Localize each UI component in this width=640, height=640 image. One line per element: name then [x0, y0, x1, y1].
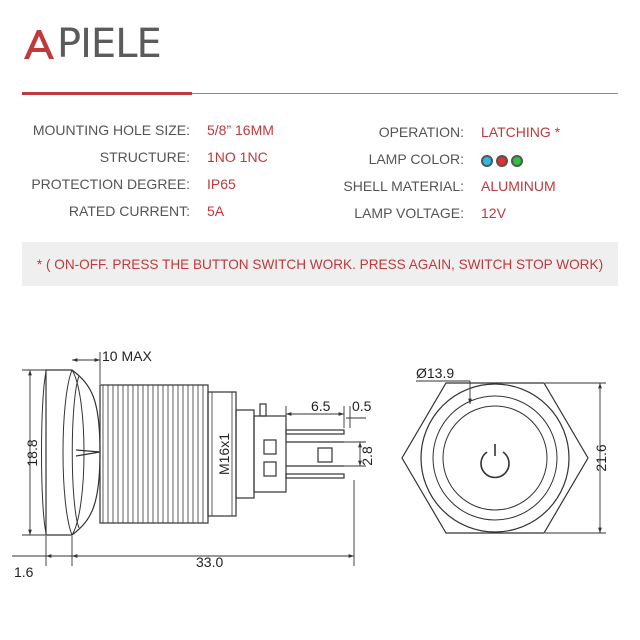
spec-shell: [0, 178, 556, 198]
dim-terminal-width: 2.8: [359, 446, 375, 466]
spec-value: 5/8” 16MM: [207, 122, 274, 138]
spec-label: OPERATION:: [378, 124, 464, 140]
front-view: [402, 383, 588, 533]
red-lamp-dot: [496, 155, 508, 167]
spec-value: LATCHING *: [481, 124, 561, 140]
side-view: [42, 370, 345, 535]
threaded-body: [100, 385, 208, 523]
dim-terminal-length: 6.5: [311, 398, 331, 414]
spec-value: 1NO 1NC: [207, 149, 268, 165]
dim-flange: 1.6: [14, 564, 34, 580]
brand-logo: [22, 18, 161, 70]
spec-value: ALUMINUM: [481, 178, 556, 194]
blue-lamp-dot: [481, 155, 493, 167]
spec-label: LAMP VOLTAGE:: [354, 205, 464, 221]
spec-label: RATED CURRENT:: [68, 203, 190, 219]
spec-label: LAMP COLOR:: [368, 151, 464, 167]
divider-line: [192, 93, 618, 94]
switch-head-outline: [46, 370, 100, 535]
dim-height: 18.8: [24, 439, 40, 467]
logo-text: PIELE: [57, 21, 161, 67]
spec-label: STRUCTURE:: [99, 149, 190, 165]
green-lamp-dot: [511, 155, 523, 167]
flange-circle: [421, 384, 569, 532]
spec-value: IP65: [207, 176, 236, 192]
front-dimension-lines: [416, 381, 606, 533]
spec-lamp-color: [0, 151, 464, 171]
spec-label: SHELL MATERIAL:: [343, 178, 464, 194]
lamp-color-swatches: [481, 151, 526, 167]
logo-mark-icon: [22, 27, 56, 61]
dim-head-length: 10 MAX: [102, 348, 152, 364]
divider-accent: [22, 92, 192, 95]
dim-total-length: 33.0: [196, 554, 224, 570]
dim-hex-size: 21.6: [593, 444, 609, 472]
spec-value: 5A: [207, 203, 225, 219]
spec-operation: [0, 124, 561, 144]
latching-note: * ( ON-OFF. PRESS THE BUTTON SWITCH WORK. PRESS AGAIN, SWITCH STOP WORK): [22, 242, 618, 286]
hex-outline: [402, 383, 588, 533]
front-dimension-labels: [416, 365, 609, 472]
power-symbol-icon: [481, 452, 509, 477]
spec-label: PROTECTION DEGREE:: [31, 176, 190, 192]
side-dimension-labels: [14, 348, 375, 580]
dim-thread: M16x1: [216, 432, 232, 476]
spec-label: MOUNTING HOLE SIZE:: [32, 122, 190, 138]
dim-button-diameter: Ø13.9: [416, 365, 455, 381]
spec-voltage: [0, 205, 506, 225]
side-dimension-lines: [12, 352, 366, 566]
dim-terminal-thickness: 0.5: [352, 398, 372, 414]
spec-value: 12V: [481, 205, 506, 221]
header-divider: [22, 92, 618, 95]
